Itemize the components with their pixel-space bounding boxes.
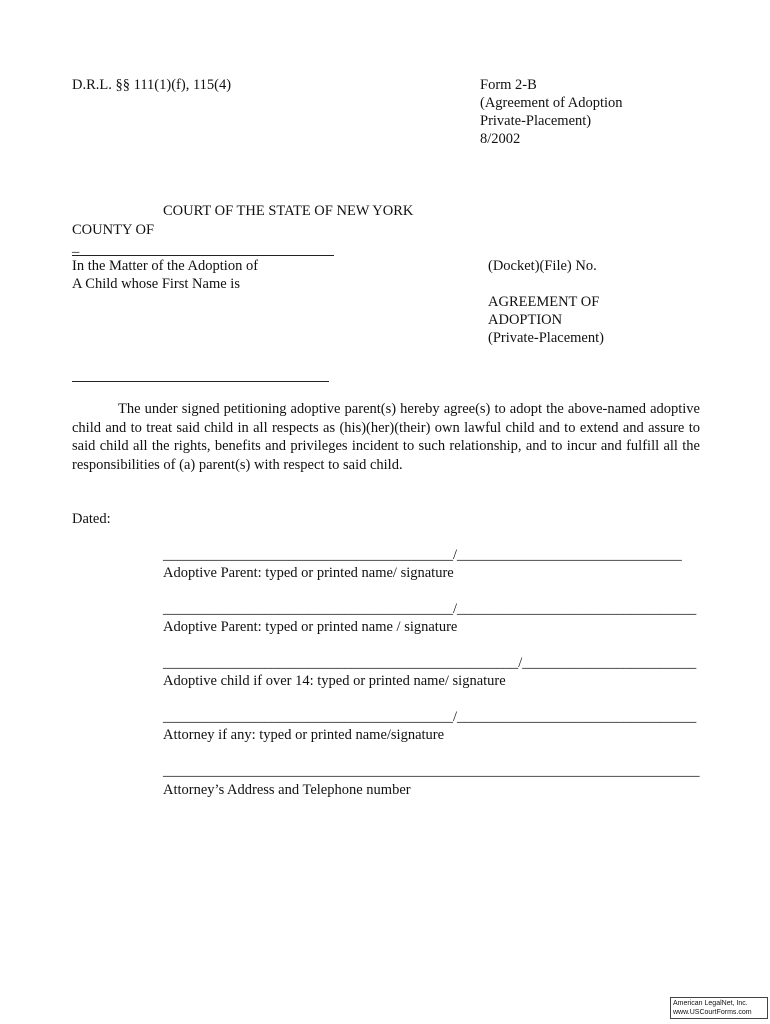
agreement-paragraph: [72, 400, 700, 474]
form-number: Form 2-B: [480, 77, 537, 93]
matter-line2: A Child whose First Name is: [72, 276, 240, 292]
publisher-name: American LegalNet, Inc.: [673, 1000, 748, 1007]
signature-line-child[interactable]: _________________________________________________/________________________: [163, 655, 697, 671]
document-title-line2: ADOPTION: [488, 312, 563, 328]
statute-citation: D.R.L. §§ 111(1)(f), 115(4): [72, 77, 232, 93]
dated-label: Dated:: [72, 511, 111, 527]
caption-top-rule: [72, 255, 334, 256]
county-label: COUNTY OF: [72, 222, 155, 238]
signature-line-parent-2[interactable]: ________________________________________/_________________________________: [163, 601, 697, 617]
publisher-url: www.USCourtForms.com: [673, 1009, 752, 1016]
form-description-line1: (Agreement of Adoption: [480, 95, 623, 111]
form-description-line2: Private-Placement): [480, 113, 592, 129]
docket-number-label: (Docket)(File) No.: [488, 258, 597, 274]
signature-label-attorney: Attorney if any: typed or printed name/signature: [163, 727, 445, 743]
signature-label-parent-1: Adoptive Parent: typed or printed name/ signature: [163, 565, 454, 581]
attorney-address-label: Attorney’s Address and Telephone number: [163, 782, 411, 798]
matter-line1: In the Matter of the Adoption of: [72, 258, 259, 274]
agreement-text: The under signed petitioning adoptive parent(s) hereby agree(s) to adopt the above-named adoptive child and to treat said child in all respects as (his)(her)(their) own lawful child and to extend and assure to said child all the rights, benefits and privileges incident to such relationship, and to incur and fulfill all the responsibilities of (a) parent(s) with respect to said child.: [72, 401, 700, 473]
publisher-badge: [670, 997, 768, 1019]
form-date: 8/2002: [480, 131, 521, 147]
signature-label-parent-2: Adoptive Parent: typed or printed name / signature: [163, 619, 458, 635]
signature-label-child: Adoptive child if over 14: typed or printed name/ signature: [163, 673, 506, 689]
document-title-line3: (Private-Placement): [488, 330, 604, 346]
court-title: COURT OF THE STATE OF NEW YORK: [163, 203, 414, 219]
signature-line-attorney[interactable]: ________________________________________/_________________________________: [163, 709, 697, 725]
caption-bottom-rule: [72, 381, 329, 382]
document-title-line1: AGREEMENT OF: [488, 294, 600, 310]
signature-line-parent-1[interactable]: ________________________________________/_______________________________: [163, 547, 682, 563]
county-blank-mark: _: [72, 239, 80, 255]
attorney-address-line[interactable]: __________________________________________________________________________: [163, 763, 700, 779]
